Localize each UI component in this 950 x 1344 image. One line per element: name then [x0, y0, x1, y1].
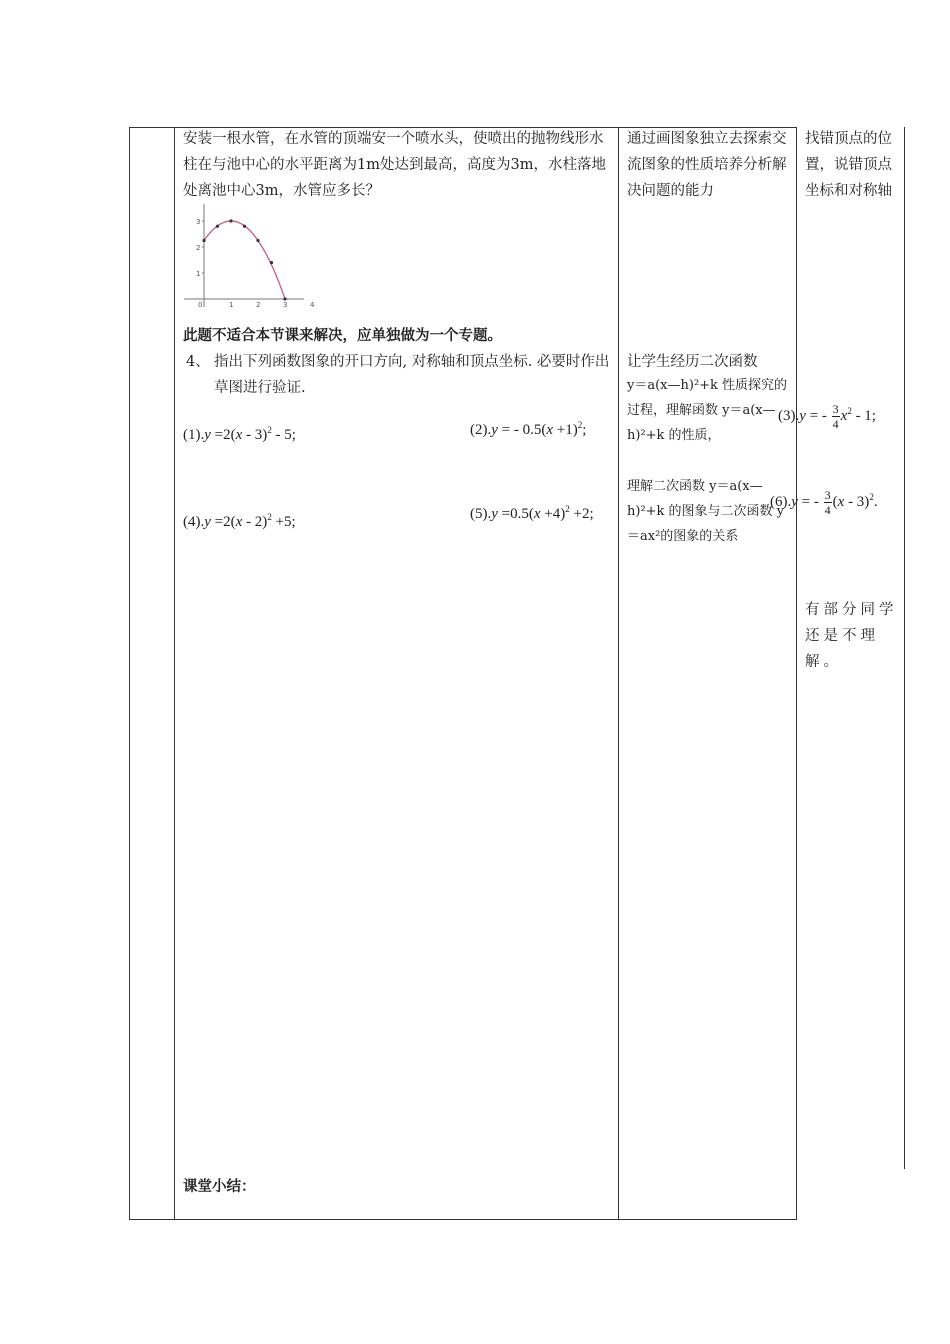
- table-right-border-partial: [904, 127, 905, 1169]
- column-divider-1: [174, 127, 175, 1220]
- y-tick-label: 3: [196, 218, 201, 226]
- data-point: [229, 219, 232, 222]
- parabola-curve: [204, 221, 285, 299]
- design-intent-2c: 理解二次函数 y＝a(x—h)²+k 的图象与二次函数 y＝ax²的图象的关系: [627, 479, 785, 544]
- x-tick-label: 0: [198, 301, 203, 309]
- equation-3: (3).y = - $\frac{3}{4}$ $x^2 - 1$;: [778, 402, 876, 431]
- equation-4: (4).y =2(x - 2)$^2$ +5;: [183, 512, 296, 530]
- equation-6: (6).y = - $\frac{3}{4}$ (x - 3)$^2$.: [770, 488, 878, 517]
- question-4-text: 指出下列函数图象的开口方向, 对称轴和顶点坐标. 必要时作出草图进行验证.: [214, 354, 610, 396]
- table-bottom-border: [129, 1219, 797, 1220]
- y-tick-label: 1: [196, 270, 201, 278]
- student-feedback-1: 找错顶点的位置，说错顶点坐标和对称轴: [805, 131, 892, 199]
- data-point: [270, 261, 273, 264]
- equation-1: (1).y =2(x - 3)$^2$ - 5;: [183, 425, 296, 443]
- column-divider-2: [618, 127, 619, 1220]
- x-tick-label: 2: [256, 301, 261, 309]
- data-point: [243, 225, 246, 228]
- design-intent-2b: y＝a(x—h)²+k 性质探究的过程，理解函数 y＝a(x—h)²+k 的性质，: [627, 378, 788, 443]
- data-point: [202, 239, 205, 242]
- problem-text: 安装一根水管，在水管的顶端安一个喷水头，使喷出的抛物线形水柱在与池中心的水平距离为1m处达到最高，高度为3m，水柱落地处离池中心3m，水管应多长？: [183, 131, 606, 199]
- data-point: [283, 297, 286, 300]
- summary-label: 课堂小结：: [183, 1179, 256, 1195]
- x-tick-label: 1: [229, 301, 234, 309]
- data-point: [216, 225, 219, 228]
- note-bold: 此题不适合本节课来解决，应单独做为一个专题。: [183, 328, 502, 344]
- equation-2: (2).y = - $0.5(x +1)^2$;: [470, 420, 587, 438]
- data-point: [256, 239, 259, 242]
- table-left-border: [129, 127, 130, 1220]
- design-intent-1: 通过画图象独立去探索交流图象的性质培养分析解决问题的能力: [627, 131, 787, 199]
- x-tick-label: 4: [310, 301, 315, 309]
- column-divider-3: [796, 127, 797, 1220]
- x-tick-label: 3: [283, 301, 288, 309]
- question-4-number: 4、: [186, 354, 210, 370]
- parabola-graph: [182, 202, 315, 310]
- y-tick-label: 2: [196, 244, 201, 252]
- equation-5: $(5).y =0.5(x +4)^2 +2$;: [470, 504, 594, 522]
- student-feedback-2: 有部分同学还是不理解。: [805, 602, 898, 670]
- design-intent-2a: 让学生经历二次函数: [627, 354, 758, 370]
